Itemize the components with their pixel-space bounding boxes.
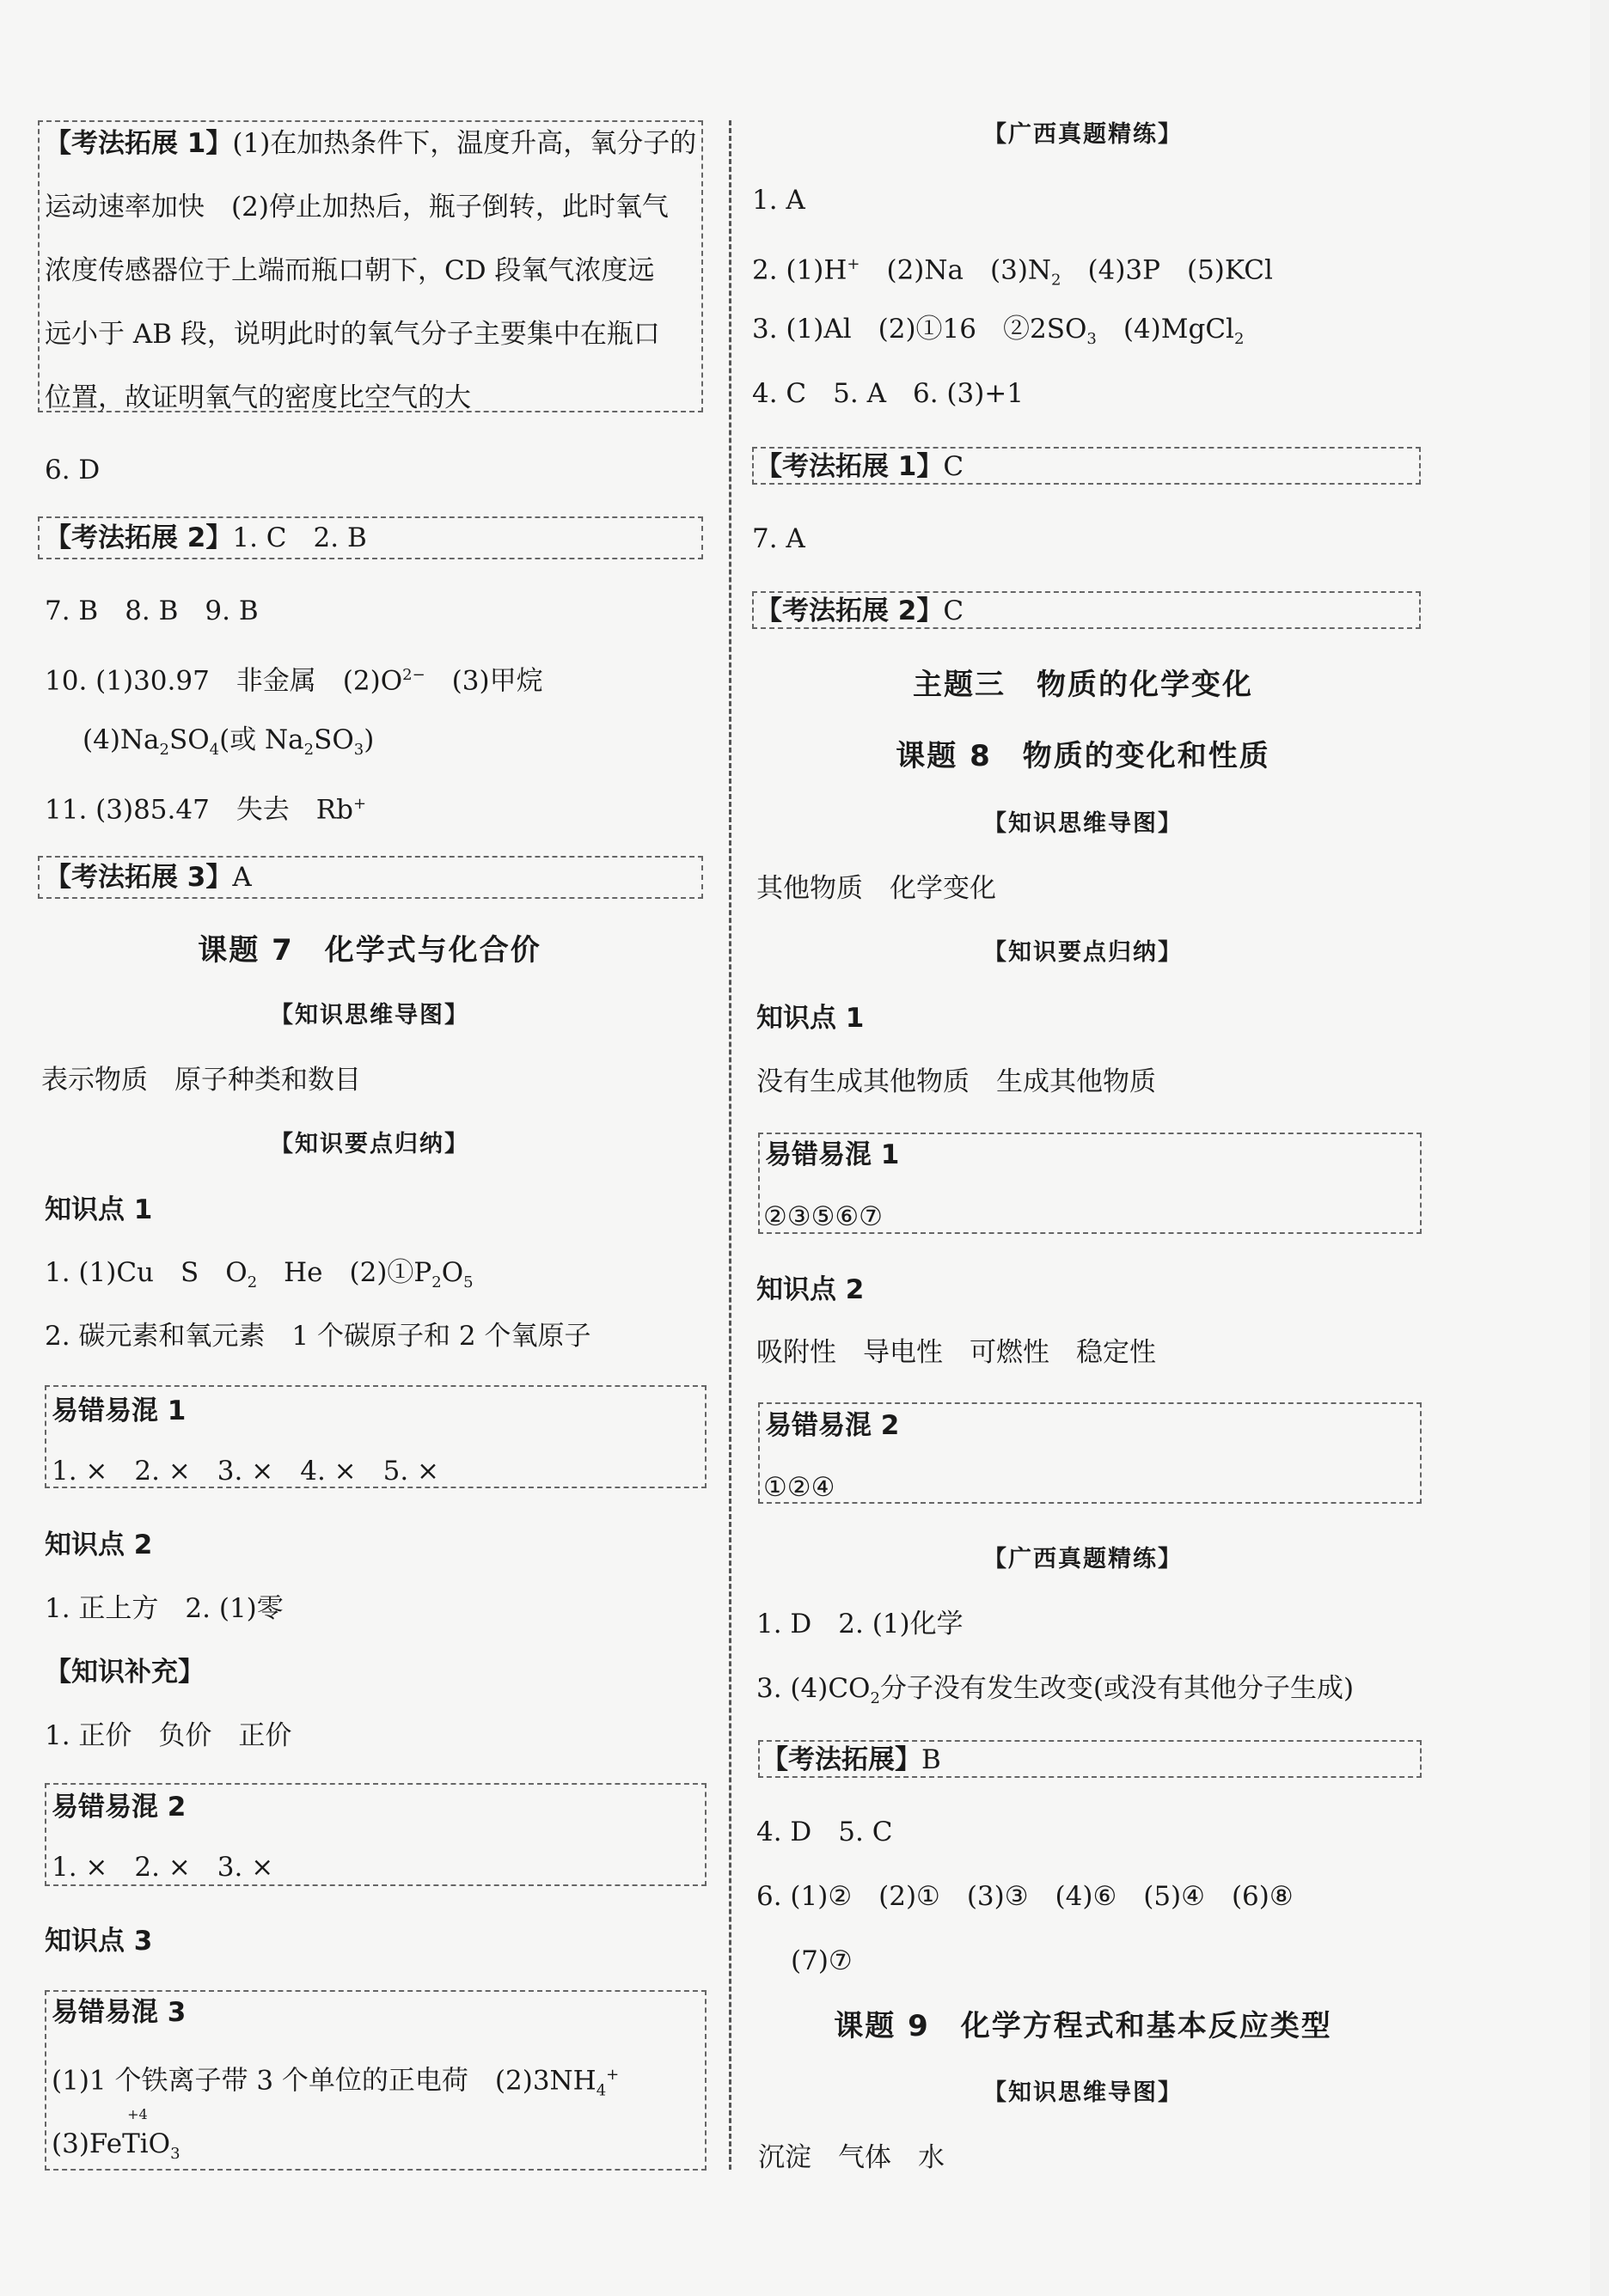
- left-ycym1-text: 1. × 2. × 3. × 4. × 5. ×: [52, 1456, 440, 1487]
- right-summary-title: 【知识要点归纳】: [983, 939, 1183, 966]
- left-kp2-title: 知识点 2: [45, 1530, 153, 1560]
- kfe1-label: 【考法拓展 1】: [45, 128, 233, 159]
- theme3-title: 主题三 物质的化学变化: [913, 668, 1253, 702]
- right-kfe1-line: 【考法拓展 1】C: [756, 451, 964, 482]
- lesson7-title: 课题 7 化学式与化合价: [198, 933, 541, 968]
- right-kp2-title: 知识点 2: [756, 1274, 865, 1305]
- right-gx1-title: 【广西真题精练】: [983, 121, 1183, 148]
- kfe1-line-4: 远小于 AB 段，说明此时的氧气分子主要集中在瓶口: [45, 319, 660, 350]
- left-mindmap-text: 表示物质 原子种类和数目: [41, 1065, 361, 1096]
- kfe2-line: 【考法拓展 2】1. C 2. B: [45, 522, 367, 553]
- right-r-1-2: 1. D 2. (1)化学: [756, 1609, 964, 1640]
- kfe1-line-1: 【考法拓展 1】(1)在加热条件下，温度升高，氧分子的: [45, 128, 697, 159]
- right-mindmap-title: 【知识思维导图】: [983, 810, 1183, 837]
- right-kp1-text: 没有生成其他物质 生成其他物质: [756, 1066, 1156, 1097]
- supplement-title: 【知识补充】: [45, 1657, 205, 1688]
- left-ycym3-line2: (3)Fe +4 TiO$_3$: [52, 2106, 180, 2164]
- answer-q10-b: $(4)Na_2SO_4$(或 $Na_2SO_3$): [83, 724, 375, 760]
- left-ycym1-title: 易错易混 1: [52, 1395, 187, 1426]
- left-mindmap-title: 【知识思维导图】: [270, 1002, 469, 1029]
- left-kp1-line2: 2. 碳元素和氧元素 1 个碳原子和 2 个氧原子: [45, 1321, 591, 1352]
- right-r4: 4. C 5. A 6. (3)+1: [752, 378, 1025, 409]
- right-r-3: 3. $(4)CO_2$分子没有发生改变(或没有其他分子生成): [756, 1673, 1355, 1708]
- right-gx2-title: 【广西真题精练】: [983, 1546, 1183, 1572]
- lesson9-title: 课题 9 化学方程式和基本反应类型: [834, 2009, 1332, 2043]
- right-r-4-5: 4. D 5. C: [756, 1817, 893, 1847]
- right-r-6a: 6. (1)② (2)① (3)③ (4)⑥ (5)④ (6)⑧: [756, 1881, 1294, 1912]
- right-r1: 1. A: [752, 185, 805, 216]
- kfe1-line-3: 浓度传感器位于上端而瓶口朝下，CD 段氧气浓度远: [45, 255, 655, 286]
- right-r-6b: (7)⑦: [791, 1945, 853, 1976]
- left-kp3-title: 知识点 3: [45, 1926, 153, 1957]
- left-kp2-line: 1. 正上方 2. (1)零: [45, 1593, 284, 1624]
- right-kfe2-line: 【考法拓展 2】C: [756, 595, 964, 626]
- left-ycym3-line1: (1)1 个铁离子带 3 个单位的正电荷 $(2)3NH_4^+$: [52, 2065, 620, 2100]
- supplement-line: 1. 正价 负价 正价: [45, 1720, 292, 1751]
- answer-q11: 11. (3)85.47 失去 Rb+: [45, 794, 367, 826]
- answer-q6: 6. D: [45, 455, 101, 485]
- kfe1-line-5: 位置，故证明氧气的密度比空气的大: [45, 382, 471, 413]
- right-ycym2-title: 易错易混 2: [765, 1410, 900, 1441]
- right-r7: 7. A: [752, 523, 805, 554]
- right-mindmap-text: 其他物质 化学变化: [756, 873, 996, 904]
- answer-q10-a: 10. (1)30.97 非金属 $(2)O^{2-}$ (3)甲烷: [45, 665, 543, 697]
- right-mindmap2-text: 沉淀 气体 水: [758, 2142, 945, 2173]
- right-r3: 3. (1)Al (2)①16 $②2SO_3$ (4)MgCl$_2$: [752, 314, 1245, 349]
- left-summary-title: 【知识要点归纳】: [270, 1131, 469, 1157]
- right-r2: 2. (1)H+ (2)Na $(3)N_2$ (4)3P (5)KCl: [752, 254, 1273, 290]
- right-mindmap2-title: 【知识思维导图】: [983, 2079, 1183, 2106]
- lesson8-title: 课题 8 物质的变化和性质: [896, 739, 1270, 773]
- left-ycym2-title: 易错易混 2: [52, 1792, 187, 1823]
- right-kp1-title: 知识点 1: [756, 1003, 865, 1034]
- right-ycym1-title: 易错易混 1: [765, 1139, 900, 1170]
- left-ycym2-text: 1. × 2. × 3. ×: [52, 1852, 274, 1883]
- right-ycym2-text: ①②④: [763, 1472, 835, 1503]
- answer-q7-9: 7. B 8. B 9. B: [45, 595, 259, 626]
- right-kfe-line: 【考法拓展】B: [762, 1744, 941, 1775]
- right-kp2-text: 吸附性 导电性 可燃性 稳定性: [756, 1337, 1156, 1368]
- left-ycym3-title: 易错易混 3: [52, 1997, 187, 2028]
- kfe1-line-2: 运动速率加快 (2)停止加热后，瓶子倒转，此时氧气: [45, 192, 669, 223]
- kfe3-line: 【考法拓展 3】A: [45, 862, 252, 893]
- left-kp1-title: 知识点 1: [45, 1194, 153, 1225]
- right-ycym1-text: ②③⑤⑥⑦: [763, 1201, 883, 1232]
- left-kp1-line1: 1. (1)Cu S $O_2$ He $(2)①P_2O_5$: [45, 1257, 474, 1292]
